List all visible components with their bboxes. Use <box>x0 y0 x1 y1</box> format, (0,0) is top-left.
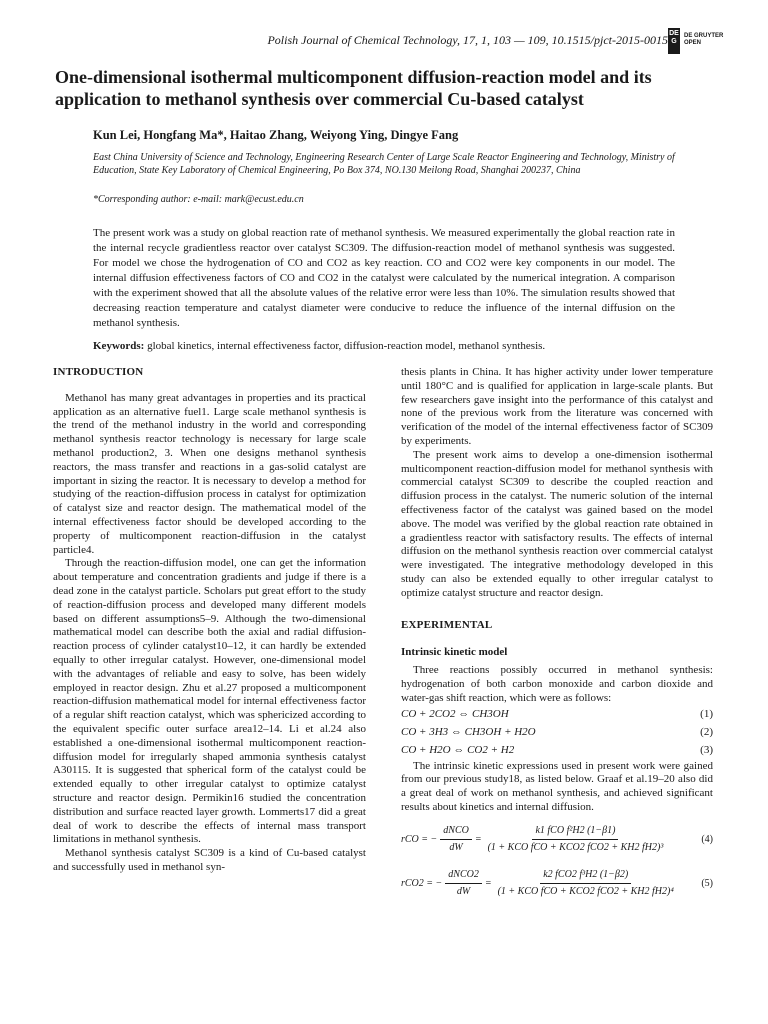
equation-5 <box>401 865 713 903</box>
intro-paragraph-1: Methanol has many great advantages in properties and its practical application as an alternative fuel1. Large scale methanol synthesis is the trend of the methanol industry in the world and corresponding methanol synthesis reactor technology is necessary for large scale methanol production2, 3. When one designs methanol synthesis reactors, the mass transfer and reactions in a gas-solid catalyst are important in sizing the reactor. It is necessary to develop a method for studying of the reaction-diffusion process in catalyst for optimization of catalyst size and reactor design. The mathematical model of the internal effectiveness factor should be developed according to the property of multicomponent reaction-diffusion in the catalyst particle4. <box>53 391 366 556</box>
journal-header <box>60 30 760 52</box>
equation-4-fraction-1-denominator: dW <box>449 842 463 854</box>
equation-1 <box>401 706 713 724</box>
right-column <box>401 366 713 903</box>
equation-2 <box>401 724 713 742</box>
equation-4-lhs: rCO = − <box>401 833 438 845</box>
intro-paragraph-4: thesis plants in China. It has higher activity under lower temperature until 180°C and is qualified for application in large-scale plants. But few researchers gave insight into the performance of this catalyst and none of the previous work from the literature was concerned with verification of the model of the internal effectiveness factor of SC309 by experiments. <box>401 366 713 447</box>
logo-name: DE GRUYTER <box>684 33 724 39</box>
equation-4-fraction-2-denominator: (1 + KCO fCO + KCO2 fCO2 + KH2 fH2)³ <box>487 842 664 854</box>
subsection-heading-kinetic-model: Intrinsic kinetic model <box>401 646 508 659</box>
logo-sub: OPEN <box>684 40 702 46</box>
author-list: Kun Lei, Hongfang Ma*, Haitao Zhang, Weiyong Ying, Dingye Fang <box>93 128 459 142</box>
section-heading-introduction: INTRODUCTION <box>53 366 144 378</box>
equation-4-fraction-2-numerator: k1 fCO f²H2 (1−β1) <box>532 824 618 840</box>
equation-4-fraction-1 <box>440 824 472 855</box>
corresponding-author: *Corresponding author: e-mail: mark@ecust.edu.cn <box>93 194 304 205</box>
keywords-list: global kinetics, internal effectiveness factor, diffusion-reaction model, methanol synthesis. <box>147 340 546 352</box>
equation-3 <box>401 742 713 760</box>
equation-4-number: (4) <box>701 833 713 845</box>
logo-mark: DE G <box>668 28 680 54</box>
paper-title: One-dimensional isothermal multicomponent diffusion-reaction model and its application to methanol synthesis over commercial Cu-based catalyst <box>55 67 652 109</box>
intro-paragraph-2: Through the reaction-diffusion model, one can get the information about temperature and concentration gradients and judge if there is a dead zone in the catalyst particle. Scholars put great effort to the study of reaction-diffusion process and developed many different models based on different assumptions5–9. Although the two-dimensional mathematical model can describe both the axial and radial diffusion-reaction process of cylinder catalyst10–12, it can hardly be extended equally to other irregular catalyst. However, one-dimensional model with the advantages of reliable and easy to solve, has been widely employed in reactor design. Zhu et al.27 proposed a multicomponent reaction-diffusion mathematical model for internal effectiveness factor of a regular shift reaction catalyst, which was sphericized according to the equivalent specific outer surface area12–14. Li et al.24 also established a one-dimensional isothermal multicomponent reaction-diffusion model for irregularly shaped ammonia synthesis catalyst A30115. It is suggested that spherical form of the catalyst could be extended equally to other irregular catalyst to optimize catalyst structure and reactor design. Permikin16 studied the concentration distribution and surface reacted layer growth. Lommerts17 did a great deal of work to describe the effects of internal mass transport limitations in methanol synthesis. <box>53 557 366 846</box>
equation-5-number: (5) <box>701 877 713 889</box>
equation-1-number: (1) <box>700 707 713 720</box>
equation-5-fraction-1 <box>445 868 482 899</box>
logo-wordmark <box>684 33 723 47</box>
equation-5-fraction-2-numerator: k2 fCO2 f³H2 (1−β2) <box>540 868 631 884</box>
equation-2-number: (2) <box>700 725 713 738</box>
intro-paragraph-3: Methanol synthesis catalyst SC309 is a kind of Cu-based catalyst and successfully used in methanol syn- <box>53 847 366 873</box>
equation-5-fraction-2-denominator: (1 + KCO fCO + KCO2 fCO2 + KH2 fH2)⁴ <box>497 886 674 898</box>
experimental-paragraph-2: The intrinsic kinetic expressions used in present work were gained from our previous study18, as listed below. Graaf et al.19–20 also did a great deal of work on methanol synthesis, and achieved significant results about kinetics and internal diffusion. <box>401 759 713 813</box>
left-column <box>53 366 366 875</box>
equation-4 <box>401 821 713 859</box>
experimental-paragraph-1: Three reactions possibly occurred in methanol synthesis: hydrogenation of both carbon monoxide and carbon dioxide and water-gas shift reaction, which were as follows: <box>401 664 713 704</box>
equation-5-lhs: rCO2 = − <box>401 877 443 889</box>
keywords-label: Keywords: <box>93 340 145 352</box>
intro-paragraph-5: The present work aims to develop a one-dimension isothermal multicomponent reaction-diffusion model for methanol synthesis with commercial catalyst SC309 to describe the coupled reaction and diffusion process in the catalyst. The numeric solution of the internal effectiveness factor of the catalyst was gained based on the model above. The model was verified by the global reaction rate obtained in a gradientless reactor with satisfactory results. The effects of internal diffusion on the methanol synthesis reaction over commercial catalyst were investigated. The integrative methodology developed in this study can also be extended equally to other irregular catalyst to optimize catalyst structure and reactor design. <box>401 448 713 599</box>
journal-citation: Polish Journal of Chemical Technology, 17, 1, 103 — 109, 10.1515/pjct-2015-0015 <box>267 33 668 47</box>
equation-4-fraction-1-numerator: dNCO <box>440 824 472 840</box>
publisher-logo <box>668 28 748 54</box>
equation-5-fraction-2 <box>495 868 677 899</box>
equation-3-number: (3) <box>700 743 713 756</box>
section-heading-experimental: EXPERIMENTAL <box>401 618 493 631</box>
equation-4-fraction-2 <box>485 824 667 855</box>
affiliation: East China University of Science and Technology, Engineering Research Center of Large Scale Reactor Engineering and Technology, Ministry of Education, State Key Laboratory of Chemical Engineering, Po Box 374, NO.130 Meilong Road, Shanghai 200237, China <box>93 152 675 176</box>
equation-2-body: CO + 3H3 ⇔ CH3OH + H2O <box>401 725 536 738</box>
equation-3-body: CO + H2O ⇔ CO2 + H2 <box>401 743 515 756</box>
keywords <box>93 340 693 352</box>
abstract: The present work was a study on global reaction rate of methanol synthesis. We measured experimentally the global reaction rate in the internal recycle gradientless reactor over catalyst SC309. The diffusion-reaction model of methanol synthesis was suggested. For model we chose the hydrogenation of CO and CO2 as key reaction. CO and CO2 were key components in our model. The internal diffusion effectiveness factors of CO and CO2 in the catalyst were calculated by the numerical integration. A comparison with the experiment showed that all the absolute values of the relative error were less than 10%. The simulation results showed that decreasing reaction temperature and catalyst diameter were conducive to reduce the influence of the internal diffusion on the methanol synthesis. <box>93 227 675 329</box>
equation-1-body: CO + 2CO2 ⇔ CH3OH <box>401 707 509 720</box>
equation-5-fraction-1-numerator: dNCO2 <box>445 868 482 884</box>
equation-5-fraction-1-denominator: dW <box>456 886 471 898</box>
equation-4-equals: = <box>474 833 482 845</box>
equation-5-equals: = <box>484 877 492 889</box>
